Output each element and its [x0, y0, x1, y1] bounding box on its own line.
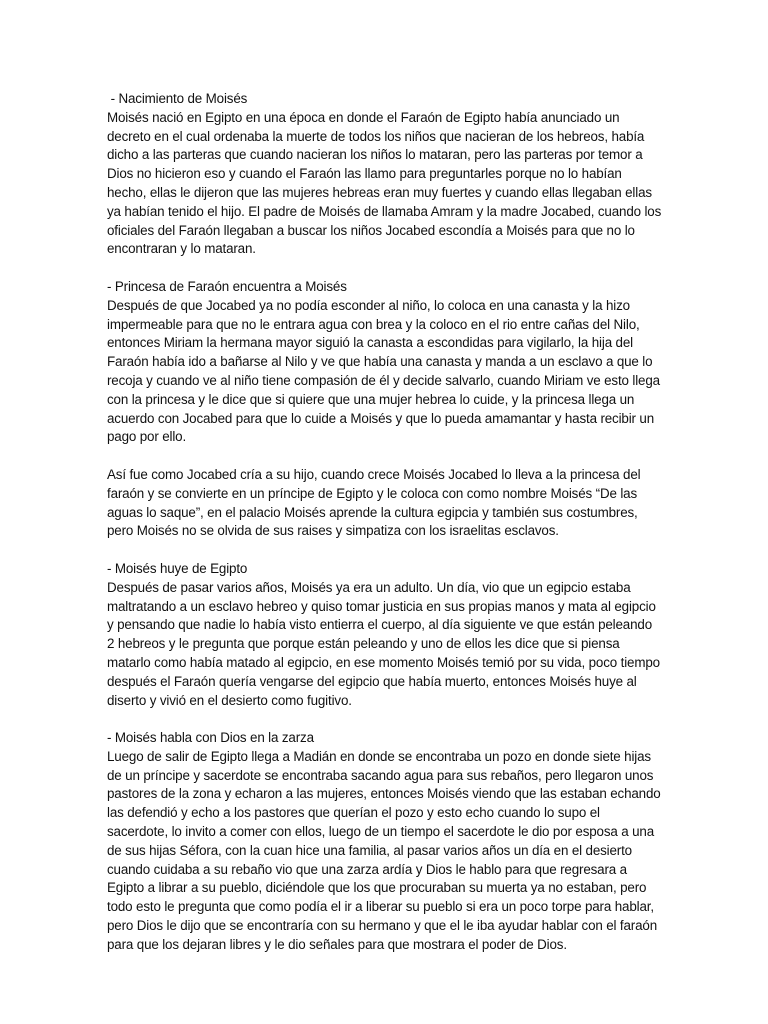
section-title: - Princesa de Faraón encuentra a Moisés — [107, 278, 347, 294]
section-nacimiento — [107, 90, 662, 259]
section-huye — [107, 560, 662, 710]
paragraph: Moisés nació en Egipto en una época en donde el Faraón de Egipto había anunciado un decreto en el cual ordenaba la muerte de todos los niños que nacieran de los hebreos, había dicho a las parteras que cuando nacieran los niños lo mataran, pero las parteras por temor a Dios no hicieron eso y cuando el Faraón las llamo para preguntarles porque no lo habían hecho, ellas le dijeron que las mujeres hebreas eran muy fuertes y cuando ellas llegaban ellas ya habían tenido el hijo. El padre de Moisés de llamaba Amram y la madre Jocabed, cuando los oficiales del Faraón llegaban a buscar los niños Jocabed escondía a Moisés para que no lo encontraran y lo mataran. — [107, 109, 662, 257]
section-title: - Moisés habla con Dios en la zarza — [107, 730, 314, 746]
document-page — [107, 90, 662, 973]
paragraph: Después de pasar varios años, Moisés ya era un adulto. Un día, vio que un egipcio estaba maltratando a un esclavo hebreo y quiso tomar justicia en sus propias manos y mata al egipcio y pensando que nadie lo había visto entierra el cuerpo, al día siguiente ve que están peleando 2 hebreos y le pregunta que porque están peleando y uno de ellos les dice que si piensa matarlo como había matado al egipcio, en ese momento Moisés temió por su vida, poco tiempo después el Faraón quería vengarse del egipcio que había muerto, entonces Moisés huye al diserto y vivió en el desierto como fugitivo. — [107, 579, 660, 708]
section-zarza — [107, 729, 662, 955]
paragraph: Después de que Jocabed ya no podía esconder al niño, lo coloca en una canasta y la hizo impermeable para que no le entrara agua con brea y la coloco en el rio entre cañas del Nilo, entonces Miriam la hermana mayor siguió la canasta a escondidas para vigilarlo, la hija del Faraón había ido a bañarse al Nilo y ve que había una canasta y manda a un esclavo a que lo recoja y cuando ve al niño tiene compasión de él y decide salvarlo, cuando Miriam ve esto llega con la princesa y le dice que si quiere que una mujer hebrea lo cuide, y la princesa llega un acuerdo con Jocabed para que lo cuide a Moisés y que lo pueda amamantar y hasta recibir un pago por ello. — [107, 297, 660, 445]
section-crianza — [107, 466, 662, 541]
section-title: - Moisés huye de Egipto — [107, 560, 248, 576]
section-princesa — [107, 278, 662, 447]
paragraph: Luego de salir de Egipto llega a Madián en donde se encontraba un pozo en donde siete hijas de un príncipe y sacerdote se encontraba sacando agua para sus rebaños, pero llegaron unos pastores de la zona y echaron a las mujeres, entonces Moisés viendo que las estaban echando las defendió y echo a los pastores que querían el pozo y esto echo cuando lo supo el sacerdote, lo invito a comer con ellos, luego de un tiempo el sacerdote le dio por esposa a una de sus hijas Séfora, con la cuan hice una familia, al pasar varios años un día en el desierto cuando cuidaba a su rebaño vio que una zarza ardía y Dios le hablo para que regresara a Egipto a librar a su pueblo, diciéndole que los que procuraban su muerta ya no estaban, pero todo esto le pregunta que como podía el ir a liberar su pueblo si era un poco torpe para hablar, pero Dios le dijo que se encontraría con su hermano y que el le iba ayudar hablar con el faraón para que los dejaran libres y le dio señales para que mostrara el poder de Dios. — [107, 748, 661, 952]
section-title: - Nacimiento de Moisés — [107, 91, 248, 106]
paragraph: Así fue como Jocabed cría a su hijo, cuando crece Moisés Jocabed lo lleva a la princesa del faraón y se convierte en un príncipe de Egipto y le coloca con como nombre Moisés “De las aguas lo saque”, en el palacio Moisés aprende la cultura egipcia y también sus costumbres, pero Moisés no se olvida de sus raises y simpatiza con los israelitas esclavos. — [107, 466, 641, 539]
